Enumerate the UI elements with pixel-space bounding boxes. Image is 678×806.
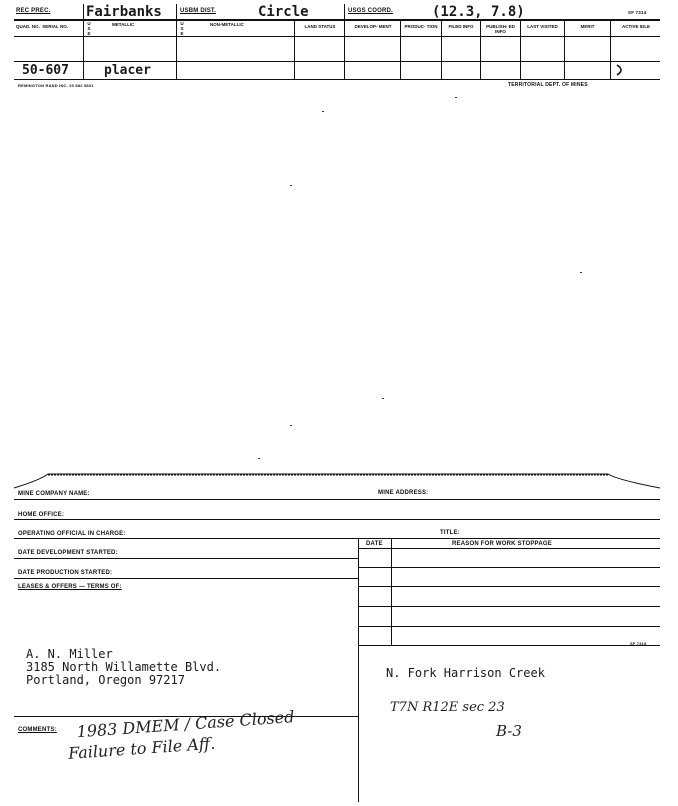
metallic-value: placer bbox=[104, 63, 151, 78]
col-non-metallic: NON-METALLIC bbox=[210, 22, 244, 27]
owner-address bbox=[26, 648, 221, 687]
imprint: REMINGTON RAND INC. 20 882 5801 bbox=[18, 83, 94, 88]
reason-col-label: REASON FOR WORK STOPPAGE bbox=[452, 541, 552, 547]
operating-official-label: OPERATING OFFICIAL IN CHARGE: bbox=[18, 531, 126, 537]
col-filed-info: FILED INFO bbox=[448, 24, 474, 29]
rec-prec-value: Fairbanks bbox=[86, 4, 162, 20]
col-published-info: PUBLISH- ED INFO bbox=[486, 24, 515, 34]
form-number-top: SF 7314 bbox=[628, 10, 647, 15]
mine-company-name-label: MINE COMPANY NAME: bbox=[18, 491, 90, 497]
col-last-visited: LAST VISITED bbox=[527, 24, 558, 29]
col-production: PRODUC- TION bbox=[404, 24, 438, 29]
comment-line: Failure to File Aff. bbox=[67, 733, 216, 763]
mine-address-label: MINE ADDRESS: bbox=[378, 490, 429, 496]
address-line: 3185 North Willamette Blvd. bbox=[26, 660, 222, 674]
col-merit: MERIT bbox=[580, 24, 595, 29]
address-line: Portland, Oregon 97217 bbox=[26, 673, 185, 687]
usbm-dist-label: USBM DIST. bbox=[180, 8, 217, 14]
comments-label: COMMENTS: bbox=[18, 727, 57, 733]
comment-line: 1983 DMEM / Case Closed bbox=[76, 707, 295, 742]
usgs-coord-value: (12.3, 7.8) bbox=[432, 4, 525, 20]
leases-label: LEASES & OFFERS — TERMS OF: bbox=[18, 584, 122, 590]
col-use-left: U S E bbox=[87, 21, 91, 36]
home-office-label: HOME OFFICE: bbox=[18, 512, 65, 518]
col-land-status: LAND STATUS bbox=[304, 24, 336, 29]
rec-prec-label: REC PREC. bbox=[16, 8, 51, 14]
active-mark-icon bbox=[614, 63, 628, 77]
col-development: DEVELOP- MENT bbox=[354, 24, 392, 29]
col-metallic: METALLIC bbox=[112, 22, 135, 27]
location-text: N. Fork Harrison Creek bbox=[386, 666, 545, 680]
usgs-coord-label: USGS COORD. bbox=[348, 8, 393, 14]
title-label: TITLE: bbox=[440, 530, 460, 536]
card-edge-curve bbox=[0, 470, 678, 496]
comments-text bbox=[66, 706, 296, 764]
col-quad-serial: QUAD. NO. SERIAL NO. bbox=[16, 24, 68, 29]
date-prod-started-label: DATE PRODUCTION STARTED: bbox=[18, 570, 113, 576]
date-dev-started-label: DATE DEVELOPMENT STARTED: bbox=[18, 550, 118, 556]
usbm-dist-value: Circle bbox=[258, 4, 309, 20]
col-use-right: U S E bbox=[180, 21, 184, 36]
col-active-idle: ACTIVE IDLE bbox=[621, 24, 650, 29]
handwritten-code: B-3 bbox=[496, 722, 522, 740]
form-number-bottom: SF 7315 bbox=[630, 641, 647, 646]
department: TERRITORIAL DEPT. OF MINES bbox=[508, 82, 588, 88]
address-line: A. N. Miller bbox=[26, 647, 113, 661]
date-col-label: DATE bbox=[366, 541, 383, 547]
quad-serial-value: 50-607 bbox=[22, 63, 69, 78]
handwritten-location: T7N R12E sec 23 bbox=[390, 700, 505, 715]
